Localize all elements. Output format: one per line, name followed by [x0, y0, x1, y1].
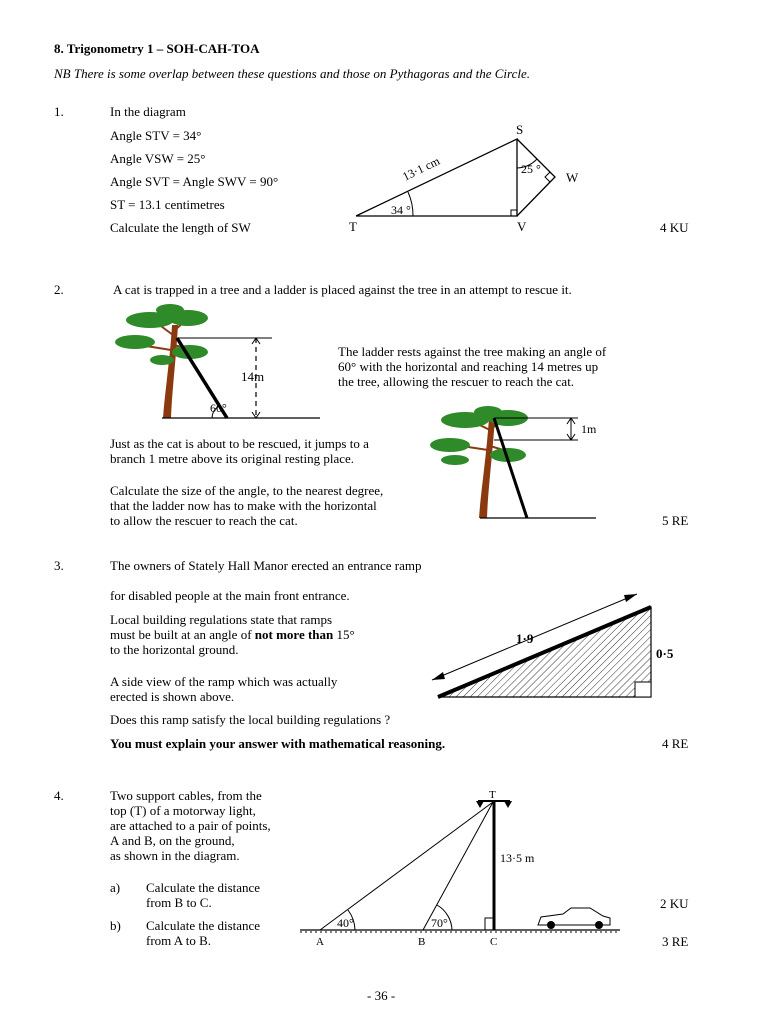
q1-number: 1. [54, 104, 64, 119]
q3-marks: 4 RE [662, 736, 689, 751]
label-a: A [316, 936, 324, 948]
q1-line: In the diagram [110, 104, 186, 119]
q3-question: Does this ramp satisfy the local building regulations ? [110, 712, 391, 727]
q4-part-a-marks: 2 KU [660, 896, 689, 911]
q4-part-a-label: a) [110, 880, 121, 895]
ramp-height-label: 0·5 [656, 646, 674, 661]
q1-marks: 4 KU [660, 220, 689, 235]
height-14m-label: 14m [241, 369, 265, 384]
q3-explain: You must explain your answer with mathematical reasoning. [110, 736, 446, 751]
overlap-note: NB There is some overlap between these questions and those on Pythagoras and the Circle. [54, 66, 530, 81]
q2-number: 2. [54, 282, 64, 297]
q1-line: Calculate the length of SW [110, 220, 251, 235]
q3-regulations-ground: to the horizontal ground. [110, 642, 239, 657]
q1-line: Angle STV = 34° [110, 128, 202, 143]
q2-task: Calculate the size of the angle, to the nearest degree, that the ladder now has to make with the horizontal to allow the rescuer to reach the cat. [110, 483, 384, 528]
q4-part-b-text: Calculate the distance from A to B. [146, 918, 261, 948]
car-illustration [538, 908, 610, 929]
label-b: B [418, 936, 426, 948]
angle-a-label: 40° [337, 916, 354, 930]
page-number: - 36 - [367, 988, 396, 1003]
extra-1m-label: 1m [581, 422, 597, 436]
angle-t-label: 34 ° [391, 203, 411, 217]
q1-line: Angle SVT = Angle SWV = 90° [110, 174, 279, 189]
hypotenuse-label: 13·1 cm [400, 153, 442, 184]
q1-line: ST = 13.1 centimetres [110, 197, 225, 212]
label-v: V [517, 219, 527, 234]
q2-intro: A cat is trapped in a tree and a ladder is placed against the tree in an attempt to rescue it. [113, 282, 572, 297]
q3-number: 3. [54, 558, 64, 573]
q3-side-view: A side view of the ramp which was actually erected is shown above. [110, 674, 338, 704]
angle-b-label: 70° [431, 916, 448, 930]
q3-line2: for disabled people at the main front entrance. [110, 588, 350, 603]
q4-number: 4. [54, 788, 64, 803]
q3-line1: The owners of Stately Hall Manor erected an entrance ramp [110, 558, 422, 573]
label-s: S [516, 122, 524, 137]
label-t: T [349, 219, 357, 234]
q4-part-b-label: b) [110, 918, 121, 933]
q1-line: Angle VSW = 25° [110, 151, 206, 166]
q3-regulations: Local building regulations state that ramps must be built at an angle of not more than 15° [110, 612, 355, 642]
label-w: W [566, 170, 579, 185]
q4-intro: Two support cables, from the top (T) of a motorway light, are attached to a pair of points, A and B, on the ground, as shown in the diagram. [110, 788, 271, 863]
lamp-height-label: 13·5 m [500, 851, 535, 865]
q4-part-a-text: Calculate the distance from B to C. [146, 880, 261, 910]
q4-part-b-marks: 3 RE [662, 934, 689, 949]
ramp-slope-label: 1·9 [516, 631, 534, 646]
angle-s-label: 25 ° [521, 162, 541, 176]
q2-description: The ladder rests against the tree making an angle of 60° with the horizontal and reaching 14 metres up the tree, allowing the rescuer to reach the cat. [338, 344, 607, 389]
label-t: T [489, 789, 496, 801]
q2-cat-jump: Just as the cat is about to be rescued, it jumps to a branch 1 metre above its original resting place. [110, 436, 369, 466]
q2-marks: 5 RE [662, 513, 689, 528]
label-c: C [490, 936, 498, 948]
angle-60-label: 60° [210, 401, 227, 415]
section-title: 8. Trigonometry 1 – SOH-CAH-TOA [54, 41, 260, 56]
